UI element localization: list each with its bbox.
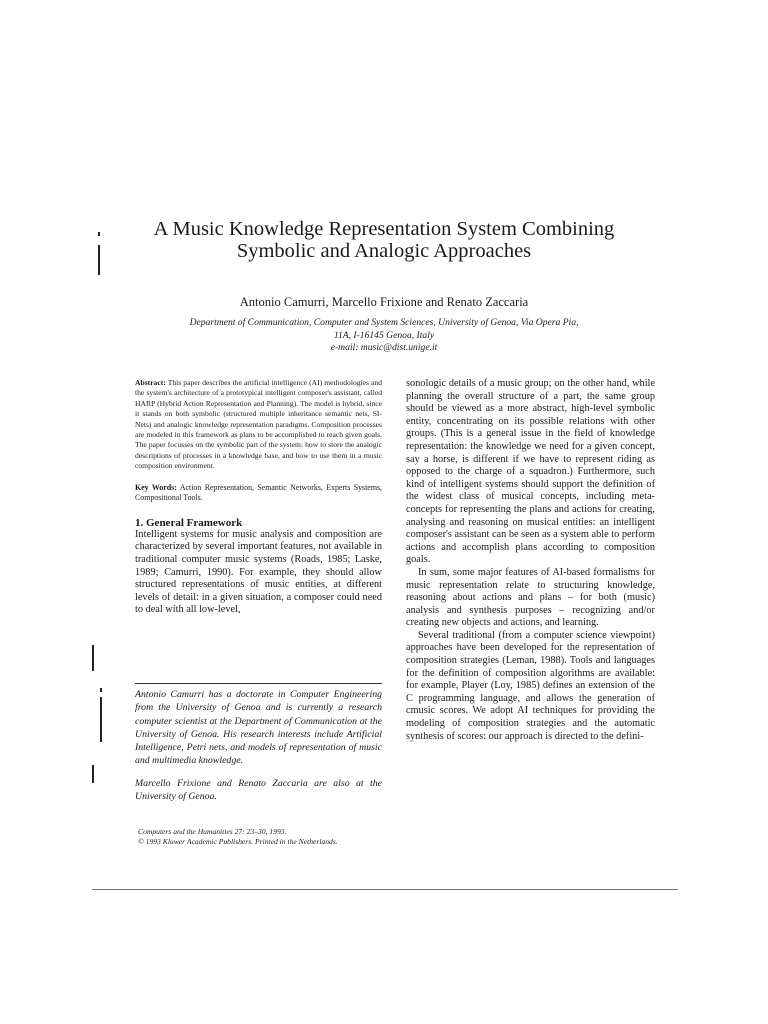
abstract — [135, 378, 382, 472]
page-bottom-rule — [92, 889, 678, 890]
margin-mark — [92, 765, 94, 783]
body-paragraph: Intelligent systems for music analysis and composition are characterized by several important features, not available in traditional computer music systems (Roads, 1985; Laske, 1989; Camurri, 1990). For example, they should allow structured representations of music entities, at different levels of detail: in a given situation, a composer could need to deal with all low-level, — [135, 528, 382, 616]
keywords-text: Action Representation, Semantic Networks, Experts Systems, Compositional Tools. — [135, 482, 382, 503]
body-paragraph: In sum, some major features of AI-based formalisms for music representation relate to structuring knowledge, reasoning about actions and plans – for both (music) analysis and synthesis purposes – recognizing and/or creating new objects and actions, and learning. — [406, 566, 655, 629]
email-line: e-mail: music@dist.unige.it — [330, 342, 438, 353]
bio-paragraph: Marcello Frixione and Renato Zaccaria are also at the University of Genoa. — [135, 777, 382, 803]
abstract-label: Abstract: — [135, 378, 166, 387]
publication-footer — [138, 827, 398, 847]
paper-title — [100, 218, 668, 262]
abstract-text: This paper describes the artificial intelligence (AI) methodologies and the system's architecture of a prototypical intelligent composer's assistant, called HARP (Hybrid Action Representation and Planning). The model is hybrid, since it stands on both symbolic (structured multiple inheritance semantic nets, SI-Nets) and analogic knowledge representation paradigms. Composition processes are modeled in this framework as plans to be accomplished to reach given goals. The paper focusses on the symbolic part of the system: how to store the analogic descriptions of processes in a knowledge base, and how to use them in a music composition environment. — [135, 378, 382, 471]
margin-mark — [92, 645, 94, 671]
right-column — [406, 378, 655, 743]
authors: Antonio Camurri, Marcello Frixione and Renato Zaccaria — [239, 295, 529, 309]
journal-citation: Computers and the Humanities 27: 23–30, 1993. — [138, 827, 287, 836]
footnote-divider — [135, 683, 382, 684]
margin-mark — [100, 697, 102, 742]
keywords — [135, 483, 382, 504]
title-line: Symbolic and Analogic Approaches — [236, 240, 532, 262]
affiliation-line: 11A, I-16145 Genoa, Italy — [333, 329, 435, 341]
margin-mark — [100, 688, 102, 692]
section-heading: 1. General Framework — [135, 516, 243, 529]
affiliation-line: Department of Communication, Computer and System Sciences, University of Genoa, Via Opera Pia, — [189, 317, 579, 328]
affiliation — [100, 317, 668, 355]
title-line: A Music Knowledge Representation System Combining — [153, 218, 615, 240]
left-column — [135, 378, 382, 617]
bio-paragraph: Antonio Camurri has a doctorate in Computer Engineering from the University of Genoa and is currently a research computer scientist at the Department of Communication at the University of Genoa. His research interests include Artificial Intelligence, Petri nets, and models of representation of music and multimedia knowledge. — [135, 689, 382, 767]
body-paragraph: sonologic details of a music group; on the other hand, while planning the overall structure of a part, the same group should be viewed as a more abstract, high-level symbolic entity, concentrating on its possible relations with other groups. (This is a general issue in the field of knowledge representation: the knowledge we need for a given concept, say a horse, is different if we have to represent riding as opposed to the charge of a squadron.) Furthermore, such kind of intelligent systems should support the definition of the widest class of musical concepts, including meta-concepts for representing the plans and actions for creating, analysing and reasoning on musical entities: an intelligent composer's assistant can be seen as a system able to perform actions and accomplish plans according to composition goals. — [406, 378, 655, 566]
keywords-label: Key Words: — [135, 482, 177, 492]
body-paragraph: Several traditional (from a computer science viewpoint) approaches have been developed for the representation of composition strategies (Leman, 1988). Tools and languages for the definition of composition algorithms are available: for example, Player (Loy, 1985) defines an extension of the C programming language, and allows the generation of cmusic scores. We adopt AI techniques for providing the modeling of composition strategies and the automatic synthesis of scores: our approach is directed to the defini- — [406, 629, 655, 742]
copyright-line: © 1993 Kluwer Academic Publishers. Printed in the Netherlands. — [138, 837, 338, 846]
author-bio — [135, 688, 382, 812]
